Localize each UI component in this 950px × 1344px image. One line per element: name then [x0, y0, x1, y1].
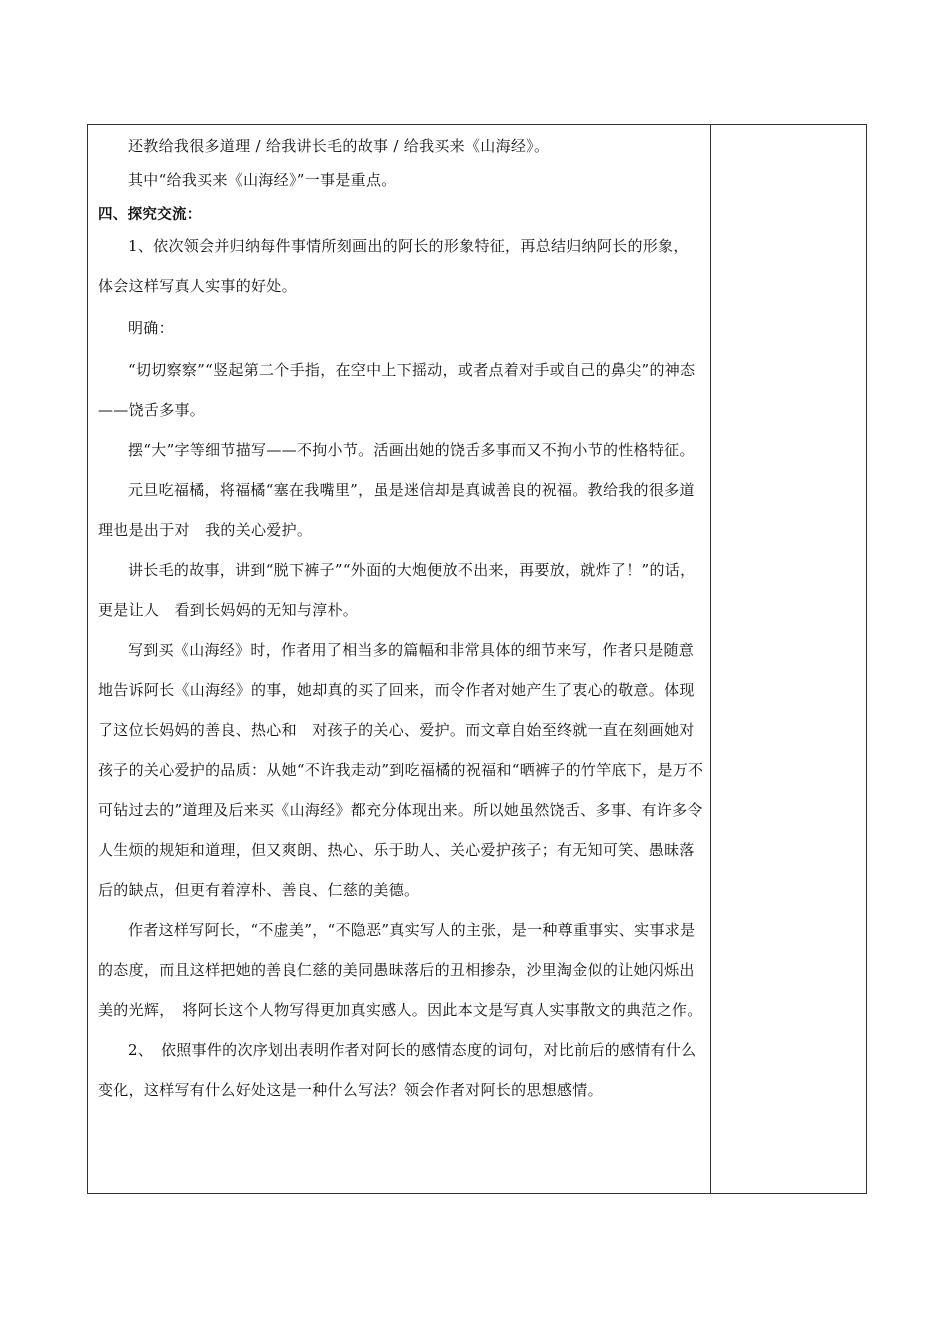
answer-label: 明确： — [128, 319, 174, 337]
paragraph: 作者这样写阿长，“不虚美”，“不隐恶”真实写人的主张，是一种尊重事实、实事求是的态度，而且这样把她的善良仁慈的美同愚昧落后的丑相掺杂，沙里淘金似的让她闪烁出美的光辉， 将阿长这个人物写得更加真实感人。因此本文是写真人实事散文的典范之作。 — [98, 921, 703, 1019]
paragraph: 元旦吃福橘，将福橘“塞在我嘴里”，虽是迷信却是真诚善良的祝福。教给我的很多道理也是出于对 我的关心爱护。 — [98, 481, 695, 539]
paragraph: 写到买《山海经》时，作者用了相当多的篇幅和非常具体的细节来写，作者只是随意地告诉阿长《山海经》的事，她却真的买了回来，而令作者对她产生了衷心的敬意。体现了这位长妈妈的善良、热心和 对孩子的关心、爱护。而文章自始至终就一直在刻画她对孩子的关心爱护的品质：从她“不许我走动”到吃福橘的祝福和“晒裤子的竹竿底下，是万不可钻过去的”道理及后来买《山海经》都充分体现出来。所以她虽然饶舌、多事、有许多令人生烦的规矩和道理，但又爽朗、热心、乐于助人、关心爱护孩子；有无知可笑、愚昧落后的缺点，但更有着淳朴、善良、仁慈的美德。 — [98, 641, 704, 899]
lesson-table — [87, 124, 867, 1194]
paragraph: 摆“大”字等细节描写——不拘小节。活画出她的饶舌多事而又不拘小节的性格特征。 — [128, 441, 695, 459]
question-1: 1、依次领会并归纳每件事情所刻画出的阿长的形象特征，再总结归纳阿长的形象， 体会这样写真人实事的好处。 — [98, 237, 697, 295]
question-2: 2、 依照事件的次序划出表明作者对阿长的感情态度的词句，对比前后的感情有什么变化，这样写有什么好处这是一种什么写法？领会作者对阿长的思想感情。 — [98, 1041, 697, 1099]
section-heading: 四、探究交流： — [98, 207, 202, 223]
main-column — [98, 129, 704, 1110]
notes-column — [711, 125, 866, 1193]
paragraph: 讲长毛的故事，讲到“脱下裤子”“外面的大炮便放不出来，再要放，就炸了！”的话，更是让人 看到长妈妈的无知与淳朴。 — [98, 561, 696, 619]
paragraph: 其中“给我买来《山海经》”一事是重点。 — [128, 171, 397, 189]
paragraph: “切切察察”“竖起第二个手指，在空中上下摇动，或者点着对手或自己的鼻尖”的神态——饶舌多事。 — [98, 361, 696, 419]
paragraph: 还教给我很多道理 / 给我讲长毛的故事 / 给我买来《山海经》。 — [128, 137, 550, 155]
